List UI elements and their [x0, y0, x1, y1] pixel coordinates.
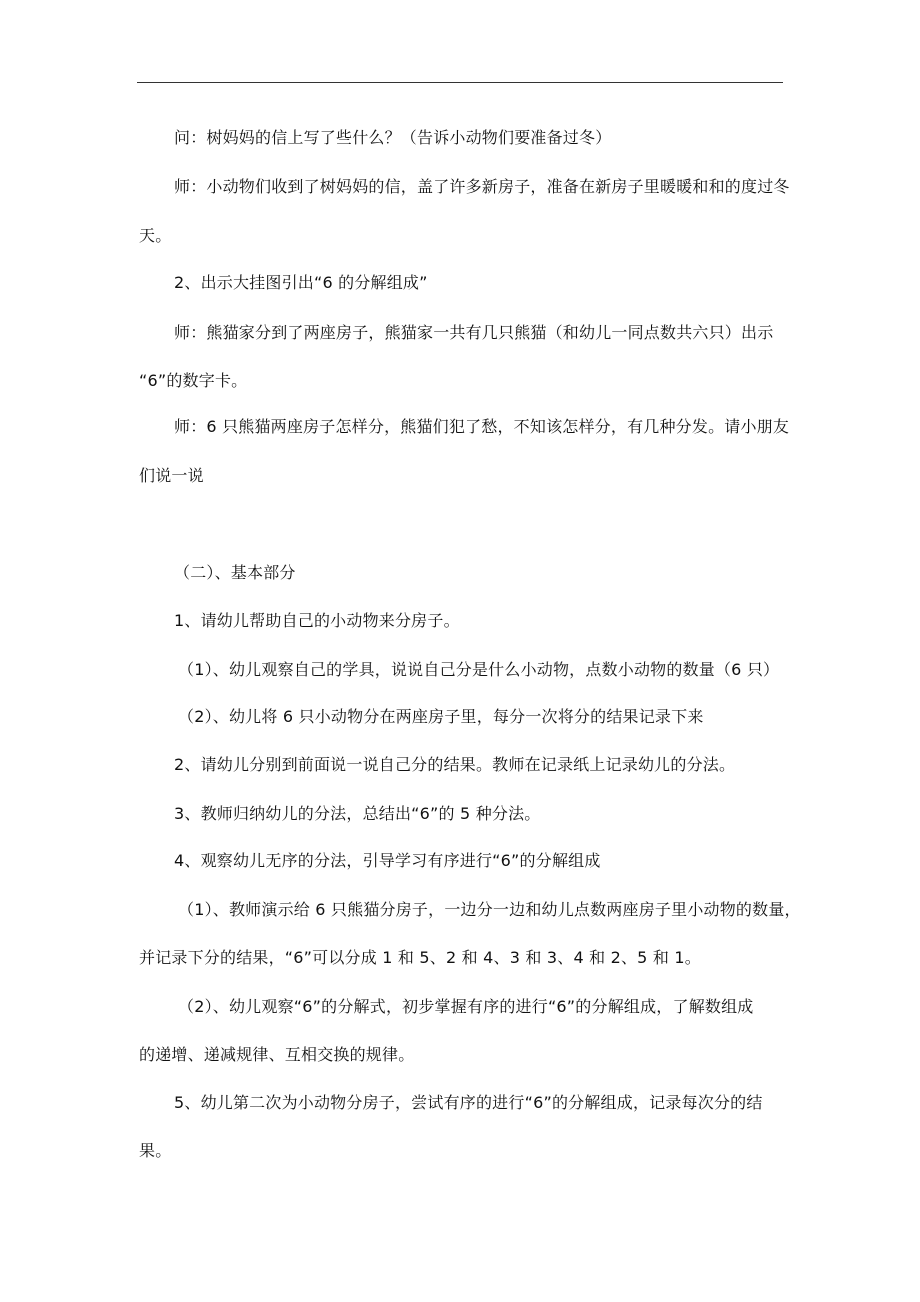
text-line: 1、请幼儿帮助自己的小动物来分房子。	[174, 611, 460, 630]
text-line: 师：6 只熊猫两座房子怎样分，熊猫们犯了愁，不知该怎样分，有几种分发。请小朋友	[174, 417, 790, 436]
text-line: 问：树妈妈的信上写了些什么？（告诉小动物们要准备过冬）	[174, 128, 612, 147]
text-line: 们说一说	[139, 466, 204, 485]
text-line: 并记录下分的结果，“6”可以分成 1 和 5、2 和 4、3 和 3、4 和 2、5 和 1。	[139, 948, 701, 967]
text-line: 天。	[139, 226, 172, 245]
section-heading: （二）、基本部分	[174, 563, 296, 582]
text-line: 果。	[139, 1141, 172, 1160]
text-line: 师：熊猫家分到了两座房子，熊猫家一共有几只熊猫（和幼儿一同点数共六只）出示	[174, 323, 774, 342]
text-line: （2）、幼儿将 6 只小动物分在两座房子里，每分一次将分的结果记录下来	[178, 707, 704, 726]
text-line: 3、教师归纳幼儿的分法，总结出“6”的 5 种分法。	[174, 804, 541, 823]
text-line: 5、幼儿第二次为小动物分房子，尝试有序的进行“6”的分解组成，记录每次分的结	[174, 1093, 763, 1112]
text-line: （1）、幼儿观察自己的学具，说说自己分是什么小动物，点数小动物的数量（6 只）	[178, 660, 780, 679]
text-line: 2、出示大挂图引出“6 的分解组成”	[174, 273, 428, 292]
header-rule	[137, 82, 783, 83]
text-line: “6”的数字卡。	[139, 371, 248, 390]
text-line: （1）、教师演示给 6 只熊猫分房子，一边分一边和幼儿点数两座房子里小动物的数量，	[178, 900, 801, 919]
text-line: 的递增、递减规律、互相交换的规律。	[139, 1045, 415, 1064]
text-line: （2）、幼儿观察“6”的分解式，初步掌握有序的进行“6”的分解组成，了解数组成	[178, 997, 754, 1016]
text-line: 4、观察幼儿无序的分法，引导学习有序进行“6”的分解组成	[174, 851, 601, 870]
text-line: 师：小动物们收到了树妈妈的信，盖了许多新房子，准备在新房子里暖暖和和的度过冬	[174, 177, 790, 196]
text-line: 2、请幼儿分别到前面说一说自己分的结果。教师在记录纸上记录幼儿的分法。	[174, 755, 736, 774]
